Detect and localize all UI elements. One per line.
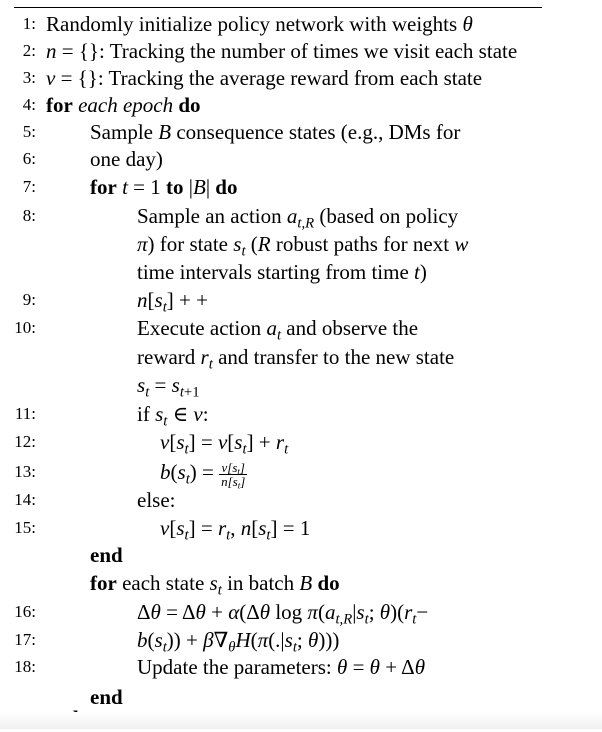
line-text: $s_t = s_{t+1}$ [137, 373, 200, 401]
line-text: $b(s_t)) + \beta\nabla_\theta H(\pi(.|s_t$; θ))) [137, 628, 340, 656]
page-edge-shadow [0, 712, 602, 729]
line-number: 9: [22, 290, 36, 309]
line-number: 10: [14, 318, 36, 337]
line-number: 5: [22, 122, 36, 141]
line-text: for each epoch do [46, 93, 201, 117]
line-number: 14: [14, 490, 36, 509]
line-text: v = {}: Tracking the average reward from each state [46, 66, 483, 90]
line-text: $v[s_t] = v[s_t] + r_t$ [160, 430, 289, 458]
line-text: Sample an action $a_{t,R}$ (based on policy [137, 204, 459, 232]
line-number: 11: [14, 404, 36, 423]
line-number: 13: [14, 462, 36, 481]
line-number: 1: [22, 14, 36, 33]
line-number: 3: [22, 68, 36, 87]
line-number: 6: [22, 149, 36, 168]
line-number: 4: [22, 95, 36, 114]
line-number: 16: [14, 602, 36, 621]
line-number: 12: [14, 432, 36, 451]
line-number: 8: [22, 206, 36, 225]
line-text: $v[s_t] = r_t$, $n[s_t] = 1$ [160, 516, 311, 544]
line-number: 2: [22, 41, 36, 60]
line-text: $b(s_t)$ = $\frac{v[s_t]}{n[s_t]}$ [160, 459, 246, 491]
line-text: for t = 1 to |B| do [90, 175, 238, 199]
line-text: Execute action $a_t$ and observe the [137, 316, 419, 344]
line-text: end [90, 543, 123, 567]
line-text: Update the parameters: θ = θ + Δθ [137, 655, 426, 679]
line-text: Sample B consequence states (e.g., DMs for [90, 120, 461, 144]
line-number: 7: [22, 177, 36, 196]
line-text: for each state $s_t$ in batch B do [90, 571, 340, 599]
line-text: Δθ = Δθ + α(Δθ $\log \pi(a_{t,R}|s_t$; $\theta)(r_t-$ [137, 600, 429, 628]
line-text: n = {}: Tracking the number of times we visit each state [46, 39, 518, 63]
line-text: $n[s_t]$ + + [137, 288, 208, 316]
line-text: time intervals starting from time t) [137, 260, 427, 284]
line-text: if $s_t$ ∈ v: [137, 402, 209, 430]
line-text: end [90, 685, 123, 709]
line-text: π) for state $s_t$ (R robust paths for next w [137, 232, 469, 260]
line-text: Randomly initialize policy network with weights θ [46, 12, 473, 36]
algorithm-top-rule [14, 7, 542, 8]
line-text: reward $r_t$ and transfer to the new state [137, 345, 455, 373]
line-text: one day) [90, 147, 163, 171]
line-number: 18: [14, 657, 36, 676]
line-number: 17: [14, 630, 36, 649]
line-number: 15: [14, 518, 36, 537]
line-text: else: [137, 488, 176, 512]
